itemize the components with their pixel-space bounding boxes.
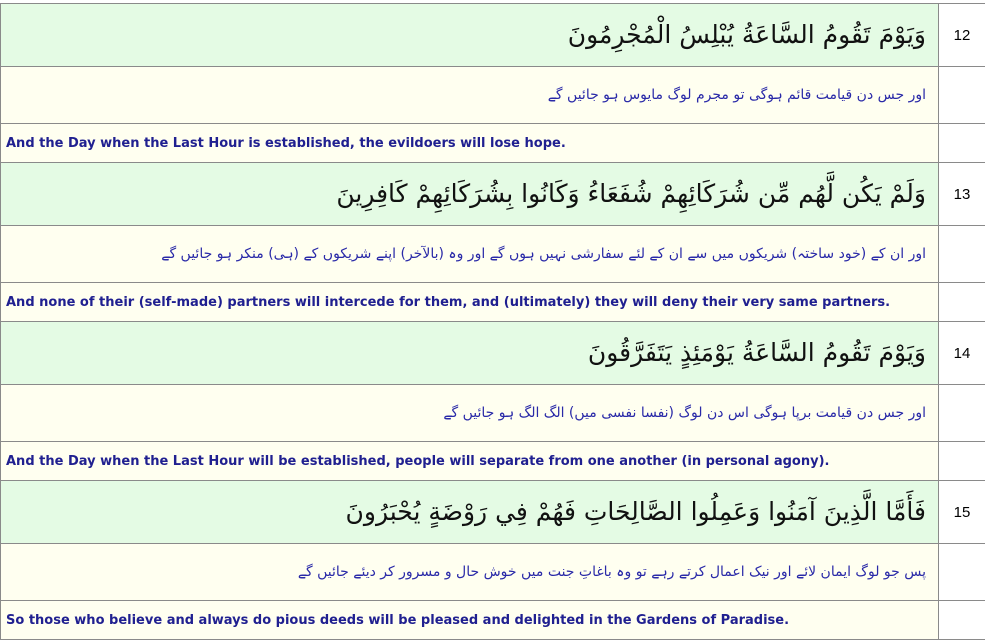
arabic-verse-text: وَيَوْمَ تَقُومُ السَّاعَةُ يُبْلِسُ الْمُجْرِمُونَ: [1, 4, 939, 67]
urdu-translation: اور جس دن قیامت برپا ہوگی اس دن لوگ (نفسا نفسی میں) الگ الگ ہو جائیں گے: [1, 385, 939, 442]
arabic-verse-text: وَيَوْمَ تَقُومُ السَّاعَةُ يَوْمَئِذٍ يَتَفَرَّقُونَ: [1, 322, 939, 385]
empty-cell: [939, 67, 985, 124]
english-translation: And the Day when the Last Hour is established, the evildoers will lose hope.: [1, 124, 939, 163]
urdu-translation: اور جس دن قیامت قائم ہوگی تو مجرم لوگ مایوس ہو جائیں گے: [1, 67, 939, 124]
empty-cell: [939, 283, 985, 322]
urdu-translation: اور ان کے (خود ساختہ) شریکوں میں سے ان کے لئے سفارشی نہیں ہوں گے اور وہ (بالآخر) اپنے شریکوں کے (ہی) منکر ہو جائیں گے: [1, 226, 939, 283]
verse-english-row: [1, 283, 985, 322]
verse-english-row: [1, 442, 985, 481]
arabic-verse-text: وَلَمْ يَكُن لَّهُم مِّن شُرَكَائِهِمْ شُفَعَاءُ وَكَانُوا بِشُرَكَائِهِمْ كَافِرِينَ: [1, 163, 939, 226]
verse-arabic-row: [1, 4, 985, 67]
urdu-translation: پس جو لوگ ایمان لائے اور نیک اعمال کرتے رہے تو وہ باغاتِ جنت میں خوش حال و مسرور کر دیئے جائیں گے: [1, 544, 939, 601]
verse-number: 15: [939, 481, 985, 544]
empty-cell: [939, 544, 985, 601]
empty-cell: [939, 226, 985, 283]
verse-english-row: [1, 124, 985, 163]
verse-urdu-row: [1, 67, 985, 124]
verse-english-row: [1, 601, 985, 640]
verse-number: 12: [939, 4, 985, 67]
verse-urdu-row: [1, 226, 985, 283]
verse-number: 14: [939, 322, 985, 385]
verse-urdu-row: [1, 385, 985, 442]
verse-number: 13: [939, 163, 985, 226]
verse-urdu-row: [1, 544, 985, 601]
verse-arabic-row: [1, 481, 985, 544]
verse-arabic-row: [1, 322, 985, 385]
english-translation: And none of their (self-made) partners will intercede for them, and (ultimately) they will deny their very same partners.: [1, 283, 939, 322]
english-translation: And the Day when the Last Hour will be established, people will separate from one another (in personal agony).: [1, 442, 939, 481]
empty-cell: [939, 442, 985, 481]
empty-cell: [939, 385, 985, 442]
english-translation: So those who believe and always do pious deeds will be pleased and delighted in the Gardens of Paradise.: [1, 601, 939, 640]
arabic-verse-text: فَأَمَّا الَّذِينَ آمَنُوا وَعَمِلُوا الصَّالِحَاتِ فَهُمْ فِي رَوْضَةٍ يُحْبَرُونَ: [1, 481, 939, 544]
verse-table: [0, 3, 985, 640]
verse-arabic-row: [1, 163, 985, 226]
empty-cell: [939, 601, 985, 640]
empty-cell: [939, 124, 985, 163]
